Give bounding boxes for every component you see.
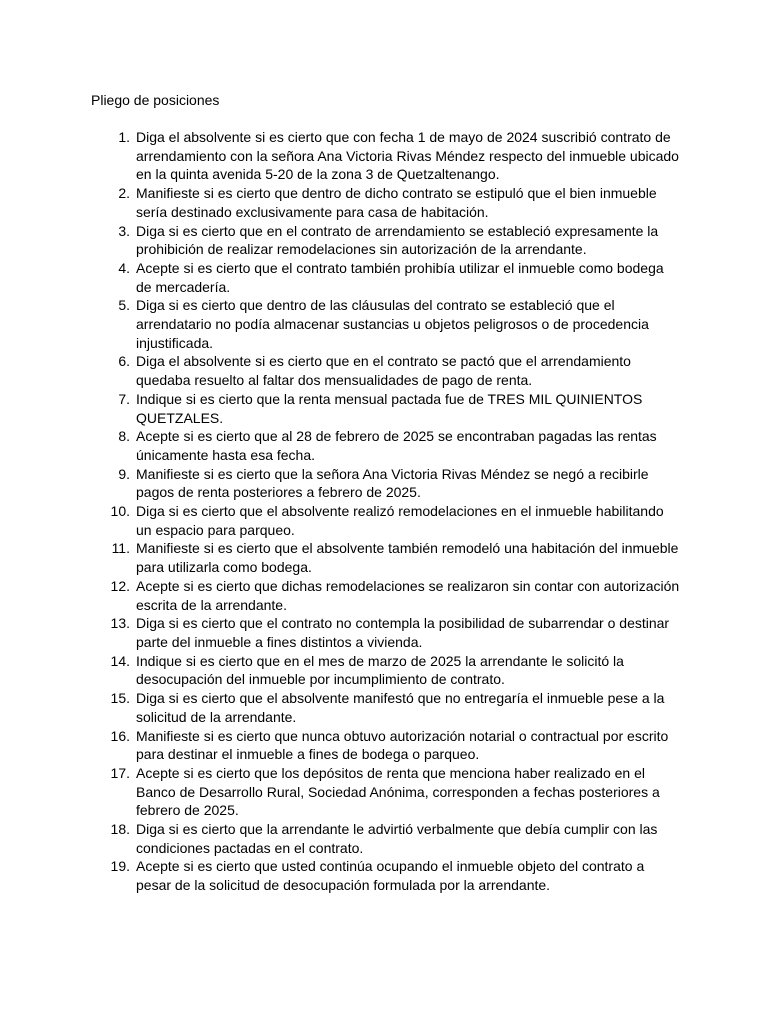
position-number: 14. — [110, 652, 130, 669]
position-text: Acepte si es cierto que dichas remodelaciones se realizaron sin contar con autorización escrita de la arrendante. — [136, 577, 680, 613]
position-text: Diga si es cierto que el absolvente realizó remodelaciones en el inmueble habilitando un espacio para parqueo. — [136, 503, 664, 538]
position-item — [91, 727, 680, 764]
position-item — [91, 222, 680, 259]
position-item — [91, 465, 680, 502]
position-number: 4. — [118, 259, 130, 276]
position-number: 10. — [110, 503, 130, 520]
position-item — [91, 820, 680, 857]
position-text: Acepte si es cierto que usted continúa ocupando el inmueble objeto del contrato a pesar de la solicitud de desocupación formulada por la arrendante. — [136, 858, 645, 894]
position-text: Diga el absolvente si es cierto que en el contrato se pactó que el arrendamiento quedaba resuelto al faltar dos mensualidades de pago de renta. — [136, 353, 631, 389]
position-item — [91, 577, 680, 614]
position-text: Manifieste si es cierto que la señora Ana Victoria Rivas Méndez se negó a recibirle pagos de renta posteriores a febrero de 2025. — [136, 465, 649, 501]
position-number: 3. — [118, 222, 130, 239]
position-number: 7. — [118, 390, 130, 407]
position-text: Indique si es cierto que en el mes de marzo de 2025 la arrendante le solicitó la desocupación del inmueble por incumplimiento de contrato. — [136, 652, 624, 688]
position-item — [91, 352, 680, 389]
position-number: 1. — [118, 129, 130, 145]
position-text: Manifieste si es cierto que nunca obtuvo autorización notarial o contractual por escrito para destinar el inmueble a fines de bodega o parqueo. — [136, 727, 669, 763]
position-number: 15. — [110, 690, 130, 707]
position-text: Acepte si es cierto que el contrato también prohibía utilizar el inmueble como bodega de mercadería. — [136, 259, 664, 295]
position-number: 9. — [118, 465, 130, 482]
position-item — [91, 614, 680, 651]
position-number: 11. — [111, 540, 130, 557]
position-text: Manifieste si es cierto que dentro de dicho contrato se estipuló que el bien inmueble sería destinado exclusivamente para casa de habitación. — [136, 185, 657, 220]
position-item — [91, 184, 680, 221]
position-item — [91, 502, 680, 539]
position-number: 2. — [118, 185, 130, 202]
position-text: Diga si es cierto que la arrendante le advirtió verbalmente que debía cumplir con las condiciones pactadas en el contrato. — [136, 821, 658, 856]
position-number: 13. — [110, 615, 130, 632]
positions-list — [91, 128, 680, 895]
position-number: 18. — [110, 821, 130, 838]
position-item — [91, 427, 680, 464]
position-item — [91, 296, 680, 352]
position-text: Diga el absolvente si es cierto que con fecha 1 de mayo de 2024 suscribió contrato de arrendamiento con la señora Ana Victoria Rivas Méndez respecto del inmueble ubicado en la quinta avenida 5-20 de la zona 3 de Quetzaltenango. — [136, 129, 679, 183]
position-number: 16. — [110, 727, 130, 744]
position-item — [91, 539, 680, 576]
position-text: Diga si es cierto que el contrato no contempla la posibilidad de subarrendar o destinar parte del inmueble a fines distintos a vivienda. — [136, 615, 670, 650]
document-title: Pliego de posiciones — [91, 92, 220, 108]
position-item — [91, 652, 680, 689]
position-item — [91, 857, 680, 894]
position-number: 12. — [110, 577, 130, 594]
position-item — [91, 128, 680, 184]
position-number: 17. — [110, 764, 130, 781]
position-item — [91, 689, 680, 726]
position-text: Indique si es cierto que la renta mensual pactada fue de TRES MIL QUINIENTOS QUETZALES. — [136, 390, 643, 426]
position-text: Acepte si es cierto que al 28 de febrero de 2025 se encontraban pagadas las rentas únicamente hasta esa fecha. — [136, 428, 657, 463]
position-text: Diga si es cierto que dentro de las cláusulas del contrato se estableció que el arrendatario no podía almacenar sustancias u objetos peligrosos o de procedencia injustificada. — [136, 297, 649, 351]
position-number: 5. — [118, 297, 130, 314]
position-text: Diga si es cierto que en el contrato de arrendamiento se estableció expresamente la prohibición de realizar remodelaciones sin autorización de la arrendante. — [136, 222, 659, 258]
position-number: 8. — [118, 428, 130, 445]
position-number: 19. — [110, 858, 130, 875]
position-text: Diga si es cierto que el absolvente manifestó que no entregaría el inmueble pese a la solicitud de la arrendante. — [136, 690, 665, 725]
position-text: Manifieste si es cierto que el absolvente también remodeló una habitación del inmueble para utilizarla como bodega. — [136, 540, 679, 576]
position-item — [91, 764, 680, 820]
position-text: Acepte si es cierto que los depósitos de renta que menciona haber realizado en el Banco de Desarrollo Rural, Sociedad Anónima, corresponden a fechas posteriores a febrero de 2025. — [136, 764, 660, 819]
position-number: 6. — [118, 353, 130, 370]
position-item — [91, 259, 680, 296]
position-item — [91, 390, 680, 427]
